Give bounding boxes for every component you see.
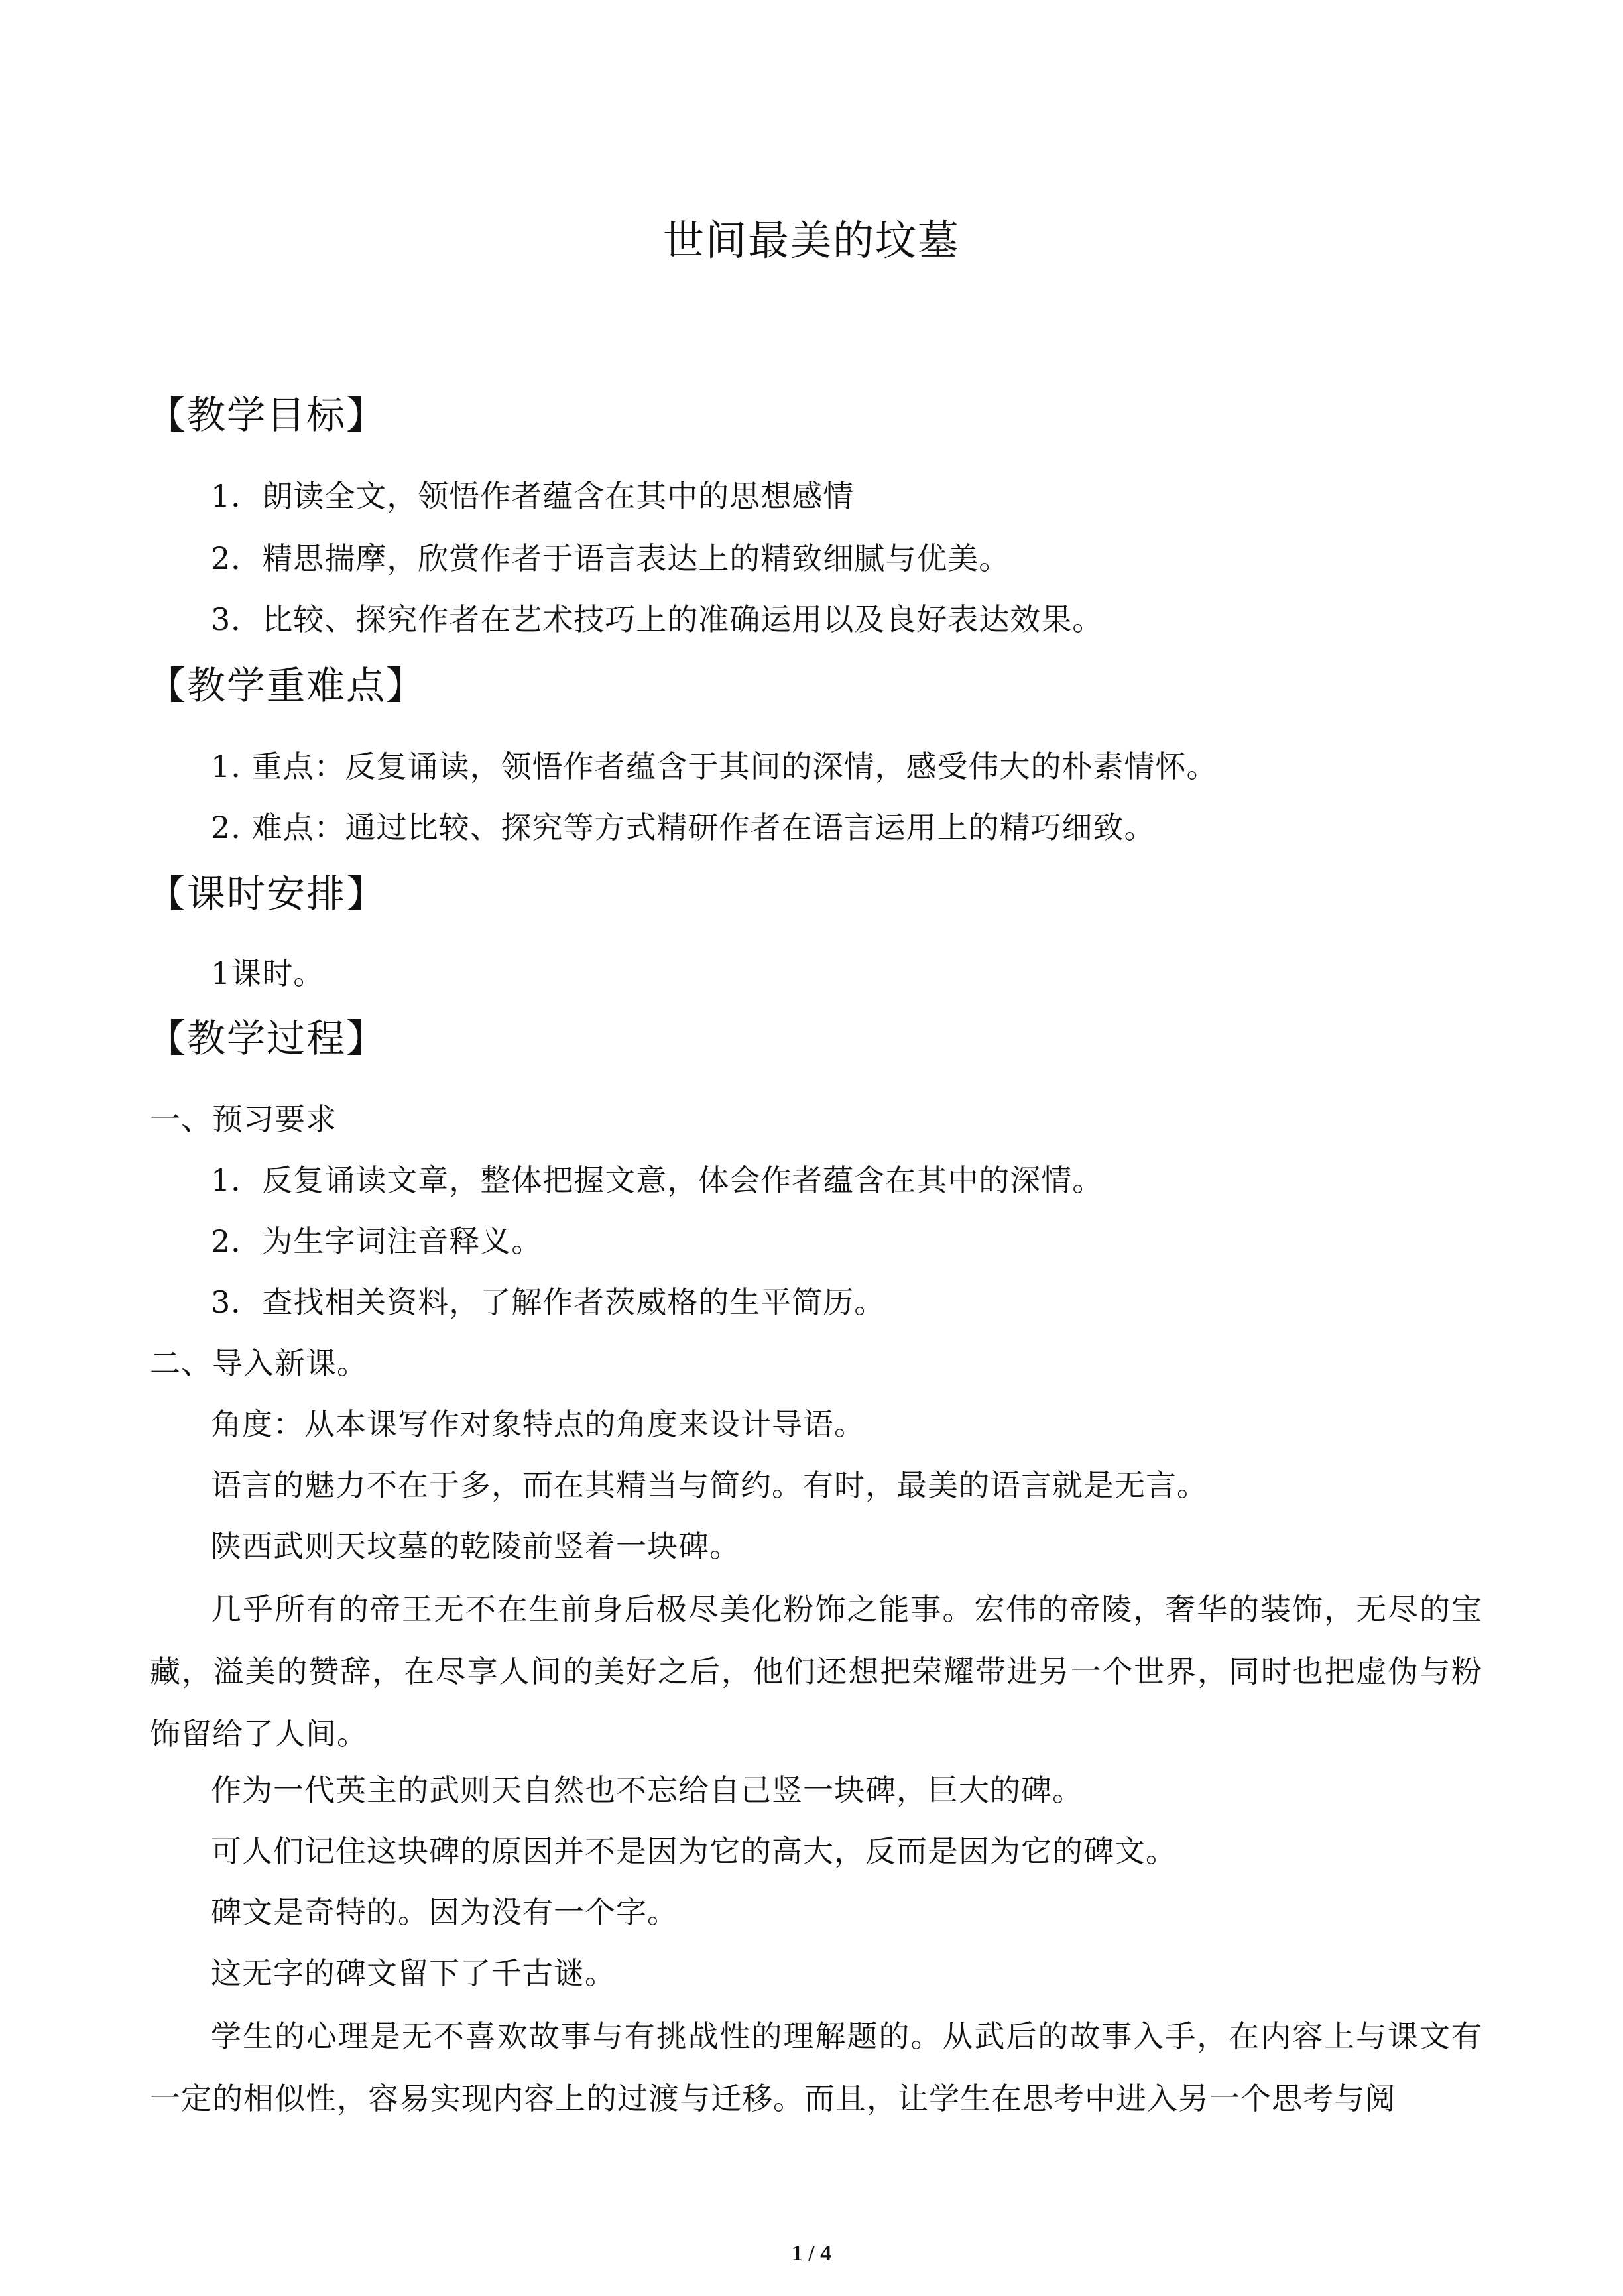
part1-item-2: 2．为生字词注音释义。 xyxy=(211,1223,543,1259)
heading-teaching-process: 【教学过程】 xyxy=(147,1016,387,1061)
keypoint-item-2: 2. 难点：通过比较、探究等方式精研作者在语言运用上的精巧细致。 xyxy=(211,810,1156,845)
schedule-text: 1课时。 xyxy=(211,955,325,991)
goal-item-1: 1．朗读全文，领悟作者蕴含在其中的思想感情 xyxy=(211,478,855,514)
part2-line-6: 碑文是奇特的。因为没有一个字。 xyxy=(211,1894,678,1930)
heading-schedule: 【课时安排】 xyxy=(147,871,387,916)
paragraph-emperors: 几乎所有的帝王无不在生前身后极尽美化粉饰之能事。宏伟的帝陵，奢华的装饰，无尽的宝藏，溢美的赞辞，在尽享人间的美好之后，他们还想把荣耀带进另一个世界，同时也把虚伪与粉饰留给了人间。 xyxy=(150,1591,1482,1752)
page-number: 1 / 4 xyxy=(791,2241,832,2266)
keypoint-item-1: 1. 重点：反复诵读，领悟作者蕴含于其间的深情，感受伟大的朴素情怀。 xyxy=(211,749,1218,784)
part1-item-3: 3．查找相关资料，了解作者茨威格的生平简历。 xyxy=(211,1284,886,1320)
heading-teaching-goals: 【教学目标】 xyxy=(147,393,387,438)
part1-item-1: 1．反复诵读文章，整体把握文意，体会作者蕴含在其中的深情。 xyxy=(211,1162,1104,1198)
part2-line-3: 陕西武则天坟墓的乾陵前竖着一块碑。 xyxy=(211,1528,741,1564)
document-title: 世间最美的坟墓 xyxy=(662,216,960,265)
goal-item-3: 3．比较、探究作者在艺术技巧上的准确运用以及良好表达效果。 xyxy=(211,601,1104,637)
paragraph-student-psychology: 学生的心理是无不喜欢故事与有挑战性的理解题的。从武后的故事入手，在内容上与课文有一定的相似性，容易实现内容上的过渡与迁移。而且，让学生在思考中进入另一个思考与阅 xyxy=(150,2018,1482,2116)
goal-item-2: 2．精思揣摩，欣赏作者于语言表达上的精致细腻与优美。 xyxy=(211,540,1010,576)
part2-line-1: 角度：从本课写作对象特点的角度来设计导语。 xyxy=(211,1406,865,1442)
part2-line-2: 语言的魅力不在于多，而在其精当与简约。有时，最美的语言就是无言。 xyxy=(211,1467,1208,1503)
part2-line-5: 可人们记住这块碑的原因并不是因为它的高大，反而是因为它的碑文。 xyxy=(211,1833,1177,1869)
part1-title: 一、预习要求 xyxy=(150,1101,337,1137)
heading-key-difficult-points: 【教学重难点】 xyxy=(147,663,426,708)
part2-line-4: 作为一代英主的武则天自然也不忘给自己竖一块碑，巨大的碑。 xyxy=(211,1772,1083,1808)
part2-line-7: 这无字的碑文留下了千古谜。 xyxy=(211,1955,616,1991)
part2-title: 二、导入新课。 xyxy=(150,1345,368,1381)
